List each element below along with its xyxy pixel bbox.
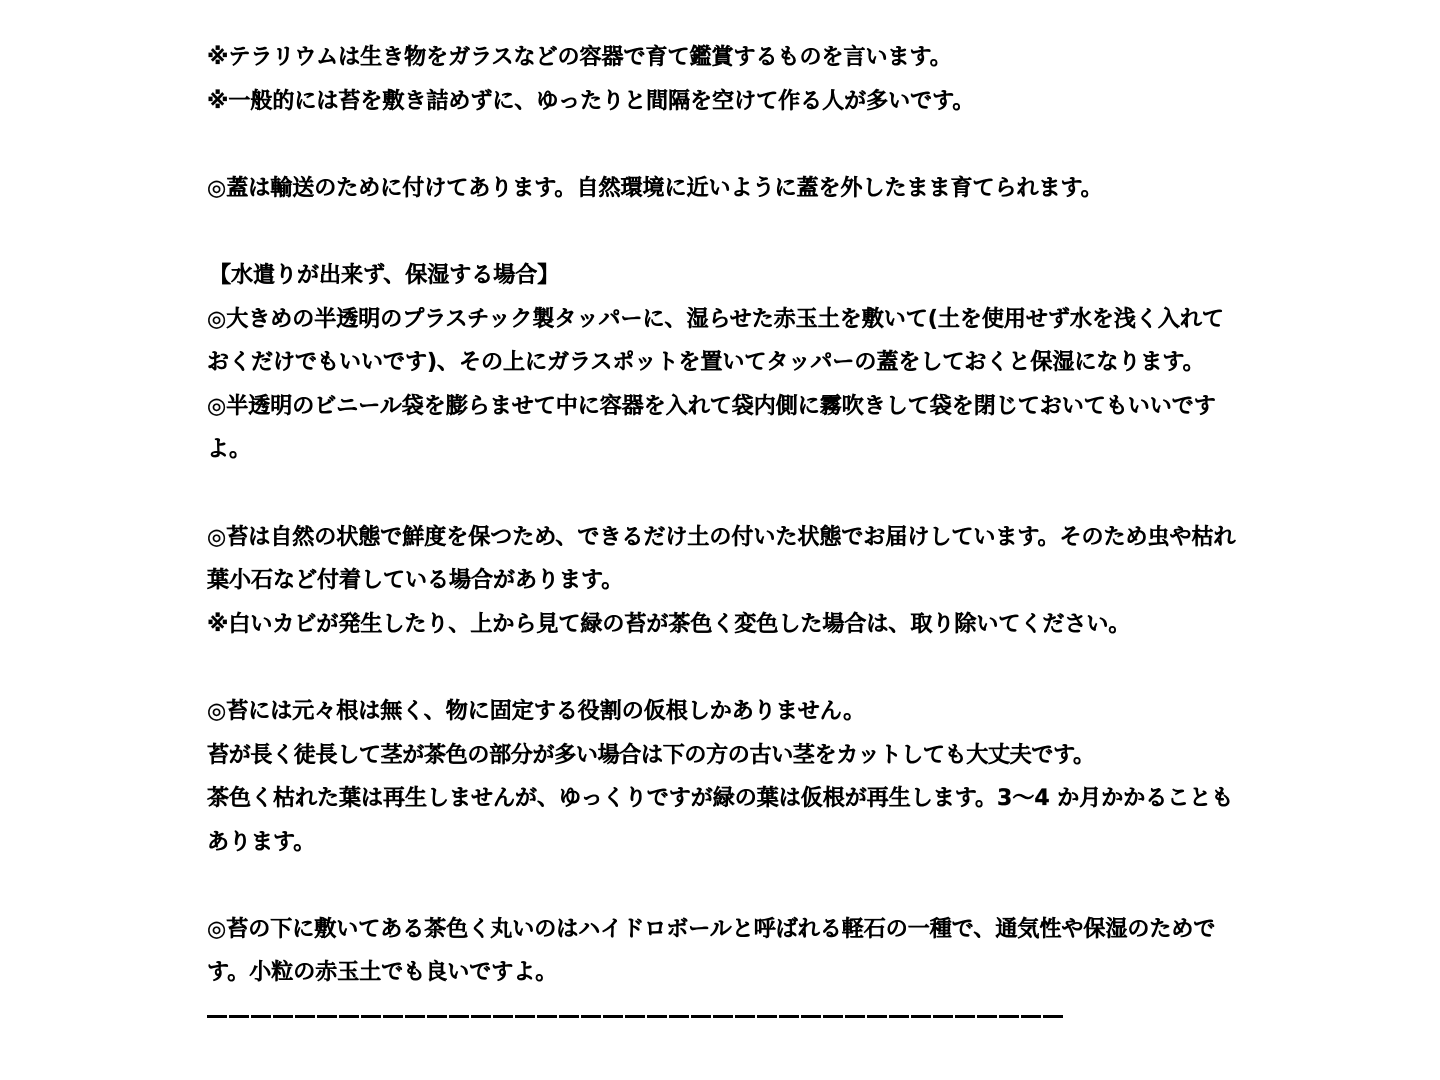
note-regrowth: 茶色く枯れた葉は再生しませんが、ゆっくりですが緑の葉は仮根が再生します。3～4 か月かかることもあります。 [207,786,1234,855]
section-heading: 【水遣りが出来ず、保湿する場合】 [209,262,560,288]
note-rhizoids: ◎苔には元々根は無く、物に固定する役割の仮根しかありません。 [207,698,866,724]
spacer [207,864,1237,908]
spacer [207,646,1237,690]
note-soil-freshness: ◎苔は自然の状態で鮮度を保つため、できるだけ土の付いた状態でお届けしています。そのため虫や枯れ葉小石など付着している場合があります。 [207,524,1236,594]
note-lid: ◎蓋は輸送のために付けてあります。自然環境に近いように蓋を外したまま育てられます。 [207,175,1103,201]
note-moss-spacing: ※一般的には苔を敷き詰めずに、ゆったりと間隔を空けて作る人が多いです。 [207,88,975,114]
document-body [207,36,1237,1018]
spacer [207,472,1237,516]
note-hydroball: ◎苔の下に敷いてある茶色く丸いのはハイドロボールと呼ばれる軽石の一種で、通気性や保湿のためです。小粒の赤玉土でも良いですよ。 [207,916,1216,986]
spacer [207,210,1237,254]
note-mold-removal: ※白いカビが発生したり、上から見て緑の苔が茶色く変色した場合は、取り除いてください。 [207,611,1131,637]
note-tupperware-humidity: ◎大きめの半透明のプラスチック製タッパーに、湿らせた赤玉土を敷いて(土を使用せず水を浅く入れておくだけでもいいです)、その上にガラスポットを置いてタッパーの蓋をしておくと保湿になります。 [207,306,1224,376]
spacer [207,123,1237,167]
note-plastic-bag: ◎半透明のビニール袋を膨らませて中に容器を入れて袋内側に霧吹きして袋を閉じておいてもいいですよ。 [207,393,1216,463]
separator-line [207,1015,1063,1018]
note-terrarium-definition: ※テラリウムは生き物をガラスなどの容器で育て鑑賞するものを言います。 [207,45,952,70]
note-cut-stems: 苔が長く徒長して茎が茶色の部分が多い場合は下の方の古い茎をカットしても大丈夫です。 [207,742,1095,768]
